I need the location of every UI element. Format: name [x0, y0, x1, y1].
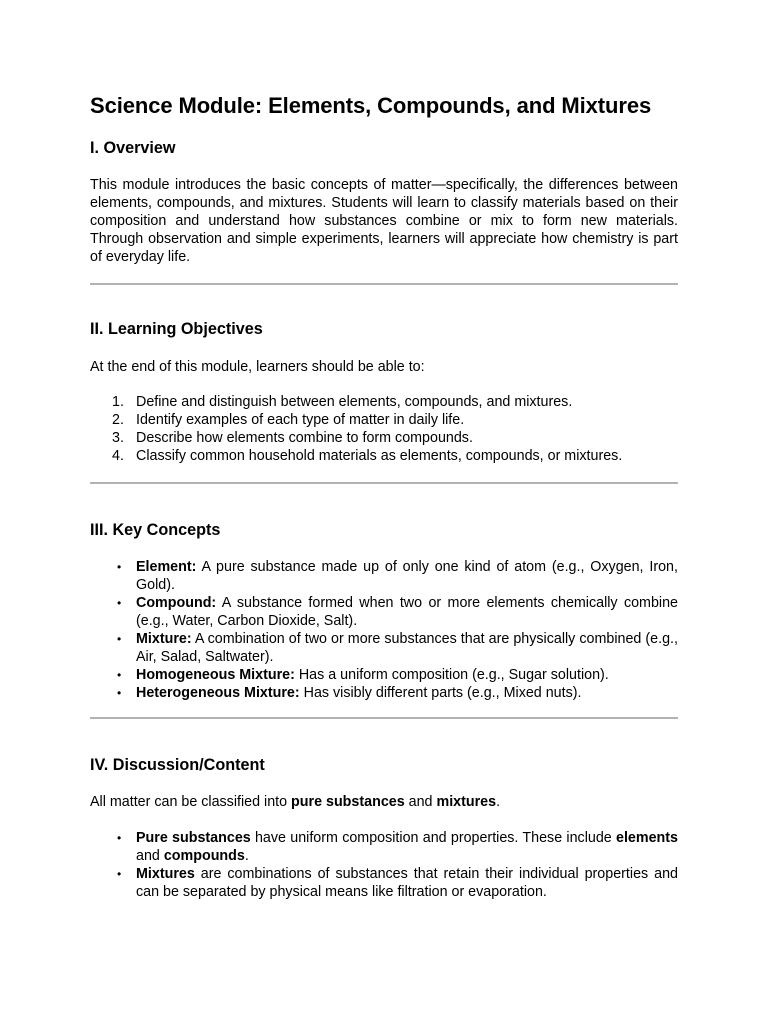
text-span: All matter can be classified into — [90, 794, 292, 810]
objectives-list — [90, 393, 678, 465]
list-number: 1. — [112, 394, 124, 410]
bold-term: pure substances — [291, 794, 405, 810]
list-number: 2. — [112, 412, 124, 428]
bullet-icon: • — [117, 596, 122, 610]
term-definition: Has visibly different parts (e.g., Mixed nuts). — [299, 685, 582, 701]
key-concepts-heading: III. Key Concepts — [90, 521, 221, 539]
term-label: Compound: — [136, 595, 217, 611]
list-item-text: Describe how elements combine to form compounds. — [136, 430, 473, 446]
text-span: and — [404, 794, 437, 810]
bullet-icon: • — [117, 831, 122, 845]
list-item — [90, 630, 678, 666]
text-span: have uniform composition and properties. These include — [250, 830, 616, 846]
list-item — [90, 829, 678, 865]
discussion-intro — [90, 793, 678, 811]
list-item-text: Classify common household materials as elements, compounds, or mixtures. — [136, 448, 623, 464]
bullet-icon: • — [117, 867, 122, 881]
section-divider — [90, 717, 678, 719]
objectives-heading: II. Learning Objectives — [90, 320, 263, 338]
list-item — [90, 684, 678, 702]
bold-term: compounds — [163, 848, 245, 864]
list-number: 3. — [112, 430, 124, 446]
list-number: 4. — [112, 448, 124, 464]
overview-paragraph: This module introduces the basic concepts of matter—specifically, the differences between elements, compounds, and mixtures. Students will learn to classify materials based on their composition and understand how substances combine or mix to form new materials. Through observation and simple experiments, learners will appreciate how chemistry is part of everyday life. — [90, 177, 678, 265]
term-label: Element: — [136, 559, 197, 575]
term-definition: Has a uniform composition (e.g., Sugar solution). — [294, 667, 609, 683]
term-label: Mixture: — [136, 631, 192, 647]
section-divider — [90, 482, 678, 484]
list-item — [90, 666, 678, 684]
discussion-list — [90, 829, 678, 901]
list-item-text: Define and distinguish between elements, compounds, and mixtures. — [136, 394, 573, 410]
list-item — [90, 411, 678, 429]
text-span: and — [136, 848, 164, 864]
discussion-heading: IV. Discussion/Content — [90, 756, 265, 774]
overview-heading: I. Overview — [90, 139, 176, 157]
list-item-text: Identify examples of each type of matter in daily life. — [136, 412, 465, 428]
key-concepts-list — [90, 558, 678, 702]
term-label: Mixtures — [136, 866, 195, 882]
term-label: Heterogeneous Mixture: — [136, 685, 300, 701]
text-span: are combinations of substances that retain their individual properties and can be separated by physical means like filtration or evaporation. — [136, 866, 678, 900]
list-item — [90, 865, 678, 901]
bullet-icon: • — [117, 686, 122, 700]
list-item — [90, 558, 678, 594]
term-definition: A substance formed when two or more elements chemically combine (e.g., Water, Carbon Dioxide, Salt). — [136, 595, 678, 629]
term-label: Homogeneous Mixture: — [136, 667, 295, 683]
objectives-intro: At the end of this module, learners should be able to: — [90, 359, 425, 375]
list-item — [90, 393, 678, 411]
bullet-icon: • — [117, 668, 122, 682]
list-item — [90, 429, 678, 447]
bullet-icon: • — [117, 632, 122, 646]
text-span: . — [496, 794, 501, 810]
term-label: Pure substances — [136, 830, 251, 846]
list-item — [90, 594, 678, 630]
bold-term: elements — [616, 830, 678, 846]
page-title: Science Module: Elements, Compounds, and Mixtures — [90, 93, 652, 118]
text-span: . — [244, 848, 249, 864]
term-definition: A combination of two or more substances that are physically combined (e.g., Air, Salad, Saltwater). — [136, 631, 678, 665]
list-item — [90, 447, 678, 465]
bullet-icon: • — [117, 560, 122, 574]
bold-term: mixtures — [436, 794, 497, 810]
term-definition: A pure substance made up of only one kind of atom (e.g., Oxygen, Iron, Gold). — [136, 559, 678, 593]
section-divider — [90, 283, 678, 285]
